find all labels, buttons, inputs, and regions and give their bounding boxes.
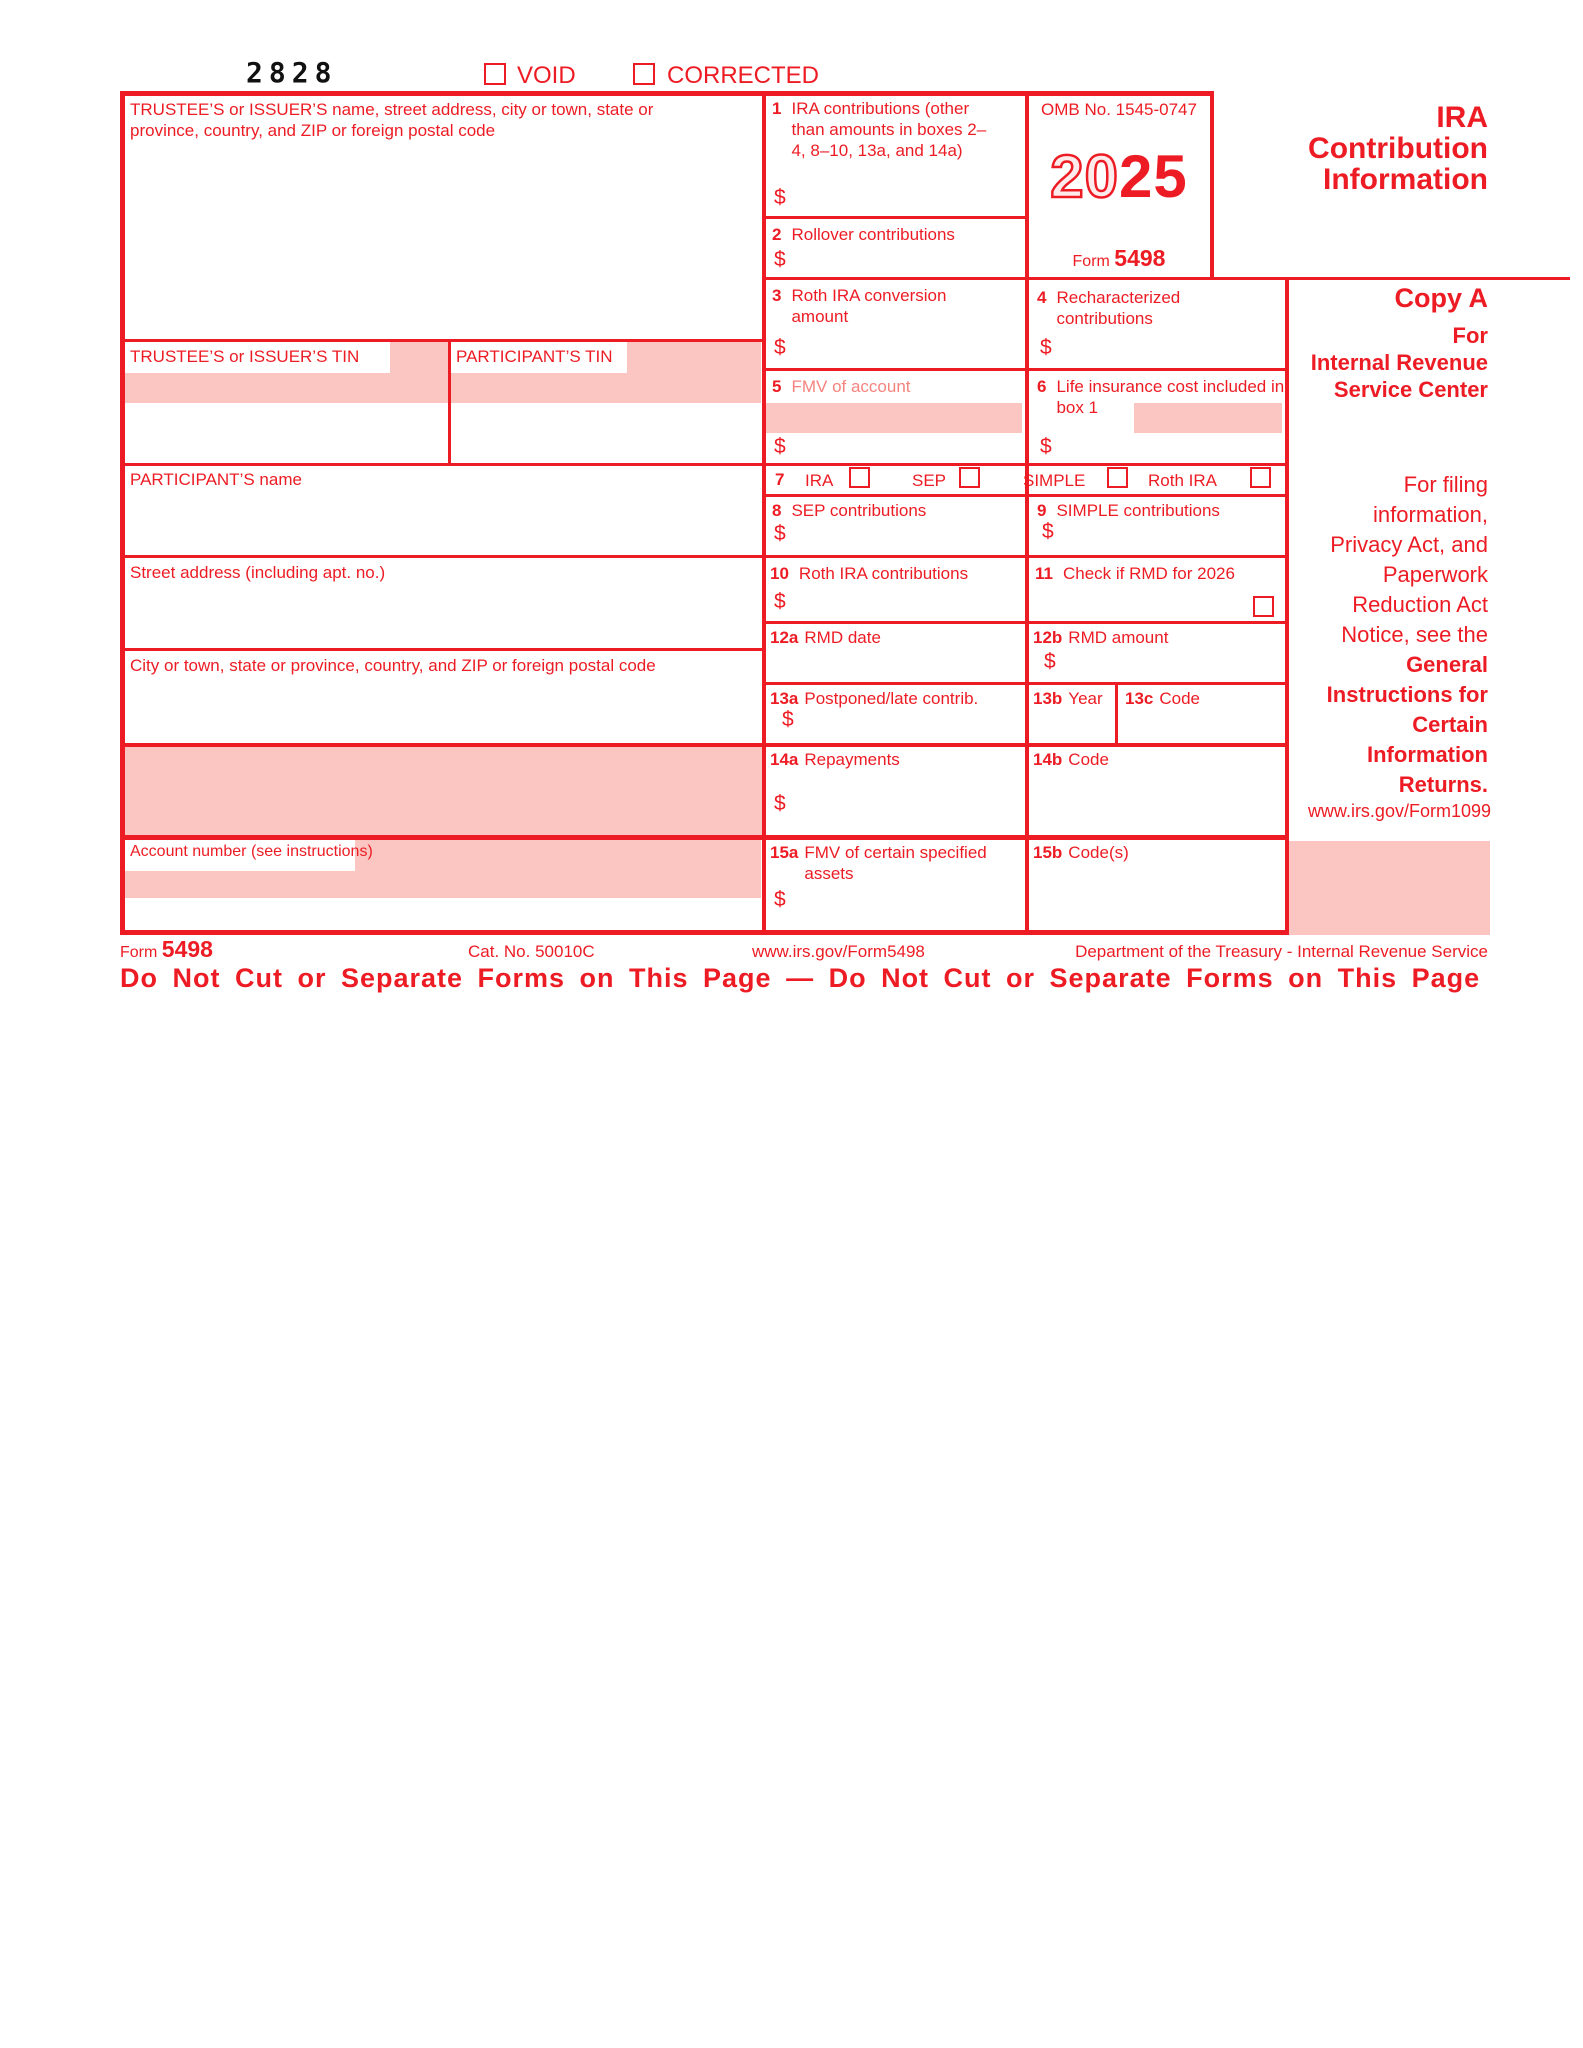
box-13b-label: [1033, 688, 1103, 709]
grid-line: [120, 91, 1210, 96]
grid-line: [762, 621, 1285, 624]
form-number-box: [1029, 245, 1209, 272]
grid-line: [762, 277, 1570, 280]
box-number: 12a: [770, 628, 799, 647]
box-13a-label: [770, 688, 978, 709]
dollar-sign: $: [774, 248, 786, 271]
filing-notice-bold: [1168, 650, 1488, 800]
sep-checkbox[interactable]: [959, 467, 980, 488]
fmv-account-field[interactable]: [766, 403, 1022, 433]
tax-year: [1029, 142, 1209, 211]
grid-line: [1115, 682, 1118, 747]
box-number: 11: [1035, 564, 1053, 583]
box-label-text: Rollover contributions: [791, 225, 955, 244]
box-label-text: FMV of certain specified assets: [804, 843, 987, 883]
corrected-label: CORRECTED: [667, 62, 820, 89]
box-number: 4: [1037, 288, 1047, 307]
box-label-text: Year: [1068, 689, 1103, 708]
rmd-2026-checkbox[interactable]: [1253, 596, 1274, 617]
void-label: VOID: [517, 62, 576, 89]
box-label-text: Recharacterized contributions: [1056, 288, 1181, 328]
box-5-label: [772, 376, 911, 397]
form-title-line: IRA: [1436, 101, 1488, 134]
grid-line: [1025, 91, 1029, 935]
do-not-cut-warning: Do Not Cut or Separate Forms on This Page — Do Not Cut or Separate Forms on This Page: [120, 963, 1481, 993]
simple-checkbox[interactable]: [1107, 467, 1128, 488]
box-label-text: RMD amount: [1068, 628, 1169, 647]
box-6-label: [1037, 376, 1291, 418]
box-label-text: Code: [1159, 689, 1201, 708]
participant-tin-label: PARTICIPANT’S TIN: [456, 347, 613, 366]
copy-a-recipient-line: Internal Revenue: [1310, 350, 1488, 375]
box-label-text: Repayments: [804, 750, 900, 769]
box-14a-label: [770, 749, 900, 770]
tax-year-bold: 25: [1119, 143, 1188, 210]
box-label-text: SIMPLE contributions: [1056, 501, 1220, 520]
ira-checkbox[interactable]: [849, 467, 870, 488]
dollar-sign: $: [774, 888, 786, 911]
grid-line: [762, 494, 1285, 497]
box-number: 2: [772, 225, 782, 244]
dollar-sign: $: [1044, 650, 1056, 673]
filing-notice-line: Certain: [1412, 712, 1488, 737]
box-label-text: Check if RMD for 2026: [1062, 564, 1235, 583]
form-number: 5498: [1114, 245, 1166, 271]
city-label: City or town, state or province, country, and ZIP or foreign postal code: [130, 656, 656, 675]
dollar-sign: $: [774, 186, 786, 209]
box-2-label: [772, 224, 955, 245]
grid-line: [448, 339, 451, 466]
box-number: 15a: [770, 843, 799, 862]
box-7-ira-label: IRA: [805, 471, 834, 490]
grid-line: [120, 835, 1285, 840]
form-title-line: Contribution: [1308, 132, 1488, 165]
box-15b-label: [1033, 842, 1129, 863]
copy-a-recipient-line: For: [1452, 323, 1488, 348]
box-1-label: [772, 98, 997, 161]
box-number: 5: [772, 377, 782, 396]
box-7-roth-label: Roth IRA: [1148, 471, 1217, 490]
filing-notice-line: Information: [1367, 742, 1488, 767]
filing-notice-line: Reduction Act: [1352, 592, 1488, 617]
box-11-label: [1035, 563, 1235, 584]
box-number: 8: [772, 501, 782, 520]
irs-form5498-url[interactable]: www.irs.gov/Form5498: [752, 942, 925, 961]
grid-line: [120, 339, 762, 342]
box-number: 10: [770, 564, 789, 583]
copy-a-recipient-line: Service Center: [1333, 377, 1488, 402]
box-7-simple-label: SIMPLE: [1023, 471, 1086, 490]
box-number: 13c: [1125, 689, 1154, 708]
footer-form-word: Form: [120, 944, 158, 961]
dollar-sign: $: [774, 435, 786, 458]
roth-ira-checkbox[interactable]: [1250, 467, 1271, 488]
trustee-tin-label: TRUSTEE’S or ISSUER’S TIN: [130, 347, 360, 366]
box-label-text: SEP contributions: [791, 501, 927, 520]
dollar-sign: $: [774, 336, 786, 359]
form-title-line: Information: [1323, 163, 1488, 196]
box-13c-label: [1125, 688, 1200, 709]
box-label-text: Roth IRA contributions: [798, 564, 969, 583]
box-number: 15b: [1033, 843, 1063, 862]
form-word: Form: [1072, 253, 1110, 270]
dollar-sign: $: [774, 590, 786, 613]
dollar-sign: $: [1040, 435, 1052, 458]
box-9-label: [1037, 500, 1220, 521]
dollar-sign: $: [1042, 520, 1054, 543]
catalog-number: Cat. No. 50010C: [468, 942, 595, 961]
box-14b-label: [1033, 749, 1109, 770]
box-8-label: [772, 500, 926, 521]
box-7-sep-label: SEP: [912, 471, 947, 490]
box-number: 1: [772, 99, 782, 118]
filing-notice-line: Instructions for: [1326, 682, 1488, 707]
participant-name-label: PARTICIPANT’S name: [130, 470, 302, 489]
box-label-text: Roth IRA conversion amount: [791, 286, 947, 326]
print-code: 2828: [246, 56, 338, 89]
box-number: 14a: [770, 750, 799, 769]
grid-line: [1210, 91, 1214, 280]
filing-notice-line: Privacy Act, and: [1330, 532, 1488, 557]
box-label-text: RMD date: [804, 628, 881, 647]
account-number-label: Account number (see instructions): [130, 843, 373, 860]
dollar-sign: $: [774, 792, 786, 815]
tax-year-outline: 20: [1050, 143, 1119, 210]
filing-notice-line: Returns.: [1398, 772, 1488, 797]
box-3-label: [772, 285, 966, 327]
box-12b-label: [1033, 627, 1168, 648]
grid-line: [762, 216, 1025, 219]
grid-line: [120, 648, 762, 651]
box-label-text: Code: [1068, 750, 1109, 769]
filing-notice-line: General: [1406, 652, 1488, 677]
box-label-text: Life insurance cost included in box 1: [1056, 377, 1285, 417]
box-number: 12b: [1033, 628, 1063, 647]
box-15a-label: [770, 842, 999, 884]
filing-notice-line: Notice, see the: [1341, 622, 1488, 647]
street-address-label: Street address (including apt. no.): [130, 563, 386, 582]
copy-a-heading: Copy A: [1394, 283, 1488, 313]
box-label-text: Code(s): [1068, 843, 1129, 862]
grid-line: [762, 368, 1285, 371]
box-label-text: IRA contributions (other than amounts in boxes 2–4, 8–10, 13a, and 14a): [791, 99, 987, 160]
box-10-label: [770, 563, 968, 584]
corrected-checkbox[interactable]: [633, 63, 655, 85]
filing-notice-line: For filing: [1403, 472, 1488, 497]
footer-form-number: 5498: [161, 936, 213, 962]
box-number: 9: [1037, 501, 1047, 520]
dollar-sign: $: [782, 708, 794, 731]
treasury-department-label: Department of the Treasury - Internal Revenue Service: [1075, 942, 1488, 961]
trustee-name-label: TRUSTEE’S or ISSUER’S name, street address, city or town, state or province, country, and ZIP or foreign postal code: [130, 100, 654, 140]
box-label-text: Postponed/late contrib.: [804, 689, 979, 708]
grid-line: [120, 463, 1285, 466]
grid-line: [762, 682, 1285, 685]
box-number: 14b: [1033, 750, 1063, 769]
box-4-label: [1037, 287, 1216, 329]
box-number: 13b: [1033, 689, 1063, 708]
dollar-sign: $: [1040, 336, 1052, 359]
dollar-sign: $: [774, 522, 786, 545]
box-label-text: FMV of account: [791, 377, 911, 396]
shaded-area-left: [123, 746, 762, 835]
box-number: 13a: [770, 689, 799, 708]
shaded-area-bottom-right: [1285, 841, 1490, 935]
box-12a-label: [770, 627, 881, 648]
box-7-number: 7: [775, 470, 785, 489]
void-checkbox[interactable]: [484, 63, 506, 85]
grid-line: [120, 555, 1285, 558]
box-number: 6: [1037, 377, 1047, 396]
box-number: 3: [772, 286, 782, 305]
grid-line: [120, 930, 1285, 935]
irs-form1099-url[interactable]: www.irs.gov/Form1099: [1307, 801, 1491, 821]
grid-line: [120, 743, 1285, 747]
grid-line: [120, 91, 125, 935]
omb-number: OMB No. 1545-0747: [1041, 100, 1197, 119]
filing-notice-line: Paperwork: [1382, 562, 1488, 587]
footer-form-id: [120, 936, 213, 963]
grid-line: [762, 91, 766, 935]
filing-notice-line: information,: [1373, 502, 1488, 527]
